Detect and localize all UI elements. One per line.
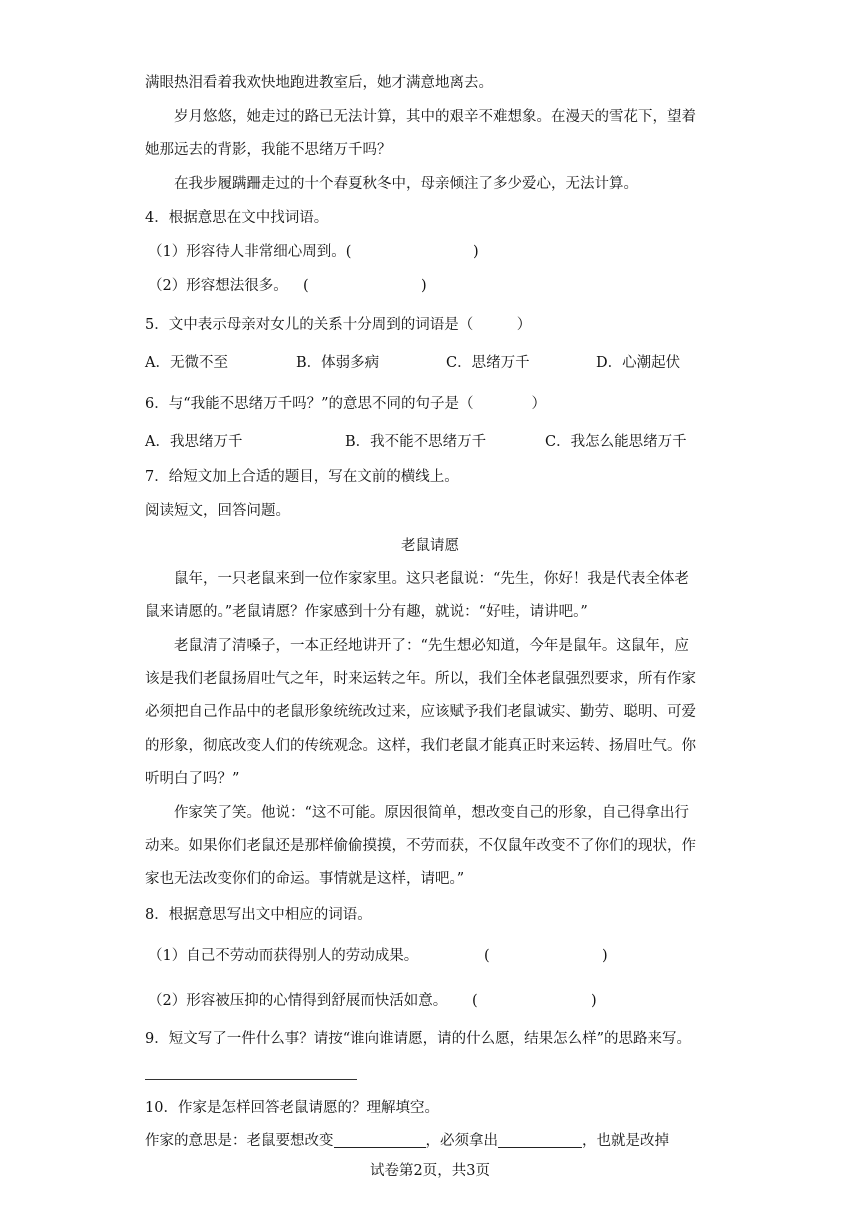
fill-text: 作家的意思是：老鼠要想改变 <box>145 1133 334 1149</box>
passage-line: 鼠来请愿的。”老鼠请愿？作家感到十分有趣，就说：“好哇，请讲吧。” <box>145 604 588 620</box>
answer-paren-close: ) <box>421 278 427 294</box>
question-6-stem: 6．与“我能不思绪万千吗？”的意思不同的句子是（ ） <box>145 396 547 412</box>
fill-blank-1[interactable] <box>334 1131 426 1148</box>
passage-line: 该是我们老鼠扬眉吐气之年，时来运转之年。所以，我们全体老鼠强烈要求，所有作家 <box>145 671 696 687</box>
item-text: （2）形容想法很多。 <box>148 278 288 294</box>
option-b[interactable]: B．我不能不思绪万千 <box>345 434 487 450</box>
passage-line: 在我步履蹒跚走过的十个春夏秋冬中，母亲倾注了多少爱心，无法计算。 <box>174 176 638 192</box>
fill-text: ，必须拿出 <box>425 1133 498 1149</box>
question-7-stem: 7．给短文加上合适的题目，写在文前的横线上。 <box>145 469 459 485</box>
passage-line: 老鼠清了清嗓子，一本正经地讲开了：“先生想必知道，今年是鼠年。这鼠年，应 <box>174 638 689 654</box>
question-4-item-1 <box>148 241 728 263</box>
passage-line: 听明白了吗？” <box>145 771 240 787</box>
option-c[interactable]: C．思绪万千 <box>446 355 530 371</box>
item-text: （1）形容待人非常细心周到。( <box>148 244 352 260</box>
passage-line: 满眼热泪看着我欢快地跑进教室后，她才满意地离去。 <box>145 75 493 91</box>
answer-paren-close: ) <box>473 244 479 260</box>
page-footer: 试卷第2页，共3页 <box>370 1163 490 1179</box>
answer-paren-open: ( <box>303 278 309 294</box>
answer-paren-open: ( <box>472 993 478 1009</box>
answer-paren-open: ( <box>484 948 490 964</box>
fill-text: ，也就是改掉 <box>582 1133 669 1149</box>
question-10-fill <box>145 1130 725 1152</box>
question-8-stem: 8．根据意思写出文中相应的词语。 <box>145 907 372 923</box>
answer-paren-close: ) <box>602 948 608 964</box>
answer-line[interactable] <box>145 1079 357 1080</box>
question-8-item-2: （2）形容被压抑的心情得到舒展而快活如意。 <box>148 993 448 1009</box>
option-a[interactable]: A．我思绪万千 <box>145 434 243 450</box>
reading-instruction: 阅读短文，回答问题。 <box>145 503 290 519</box>
passage-title: 老鼠请愿 <box>401 538 459 554</box>
option-b[interactable]: B．体弱多病 <box>296 355 380 371</box>
passage-line: 的形象，彻底改变人们的传统观念。这样，我们老鼠才能真正时来运转、扬眉吐气。你 <box>145 738 696 754</box>
question-8-item-1: （1）自己不劳动而获得别人的劳动成果。 <box>148 948 419 964</box>
passage-line: 她那远去的背影，我能不思绪万千吗？ <box>145 142 392 158</box>
option-d[interactable]: D．心潮起伏 <box>596 355 681 371</box>
question-9-stem: 9．短文写了一件什么事？请按“谁向谁请愿，请的什么愿，结果怎么样”的思路来写。 <box>145 1031 692 1047</box>
fill-blank-2[interactable] <box>498 1131 582 1148</box>
passage-line: 岁月悠悠，她走过的路已无法计算，其中的艰辛不难想象。在漫天的雪花下，望着 <box>174 109 696 125</box>
option-c[interactable]: C．我怎么能思绪万千 <box>545 434 687 450</box>
question-10-stem: 10．作家是怎样回答老鼠请愿的？理解填空。 <box>145 1100 439 1116</box>
passage-line: 作家笑了笑。他说：“这不可能。原因很简单，想改变自己的形象，自己得拿出行 <box>174 805 689 821</box>
question-5-stem: 5．文中表示母亲对女儿的关系十分周到的词语是（ ） <box>145 317 532 333</box>
passage-line: 必须把自己作品中的老鼠形象统统改过来，应该赋予我们老鼠诚实、勤劳、聪明、可爱 <box>145 704 696 720</box>
passage-line: 动来。如果你们老鼠还是那样偷偷摸摸，不劳而获，不仅鼠年改变不了你们的现状，作 <box>145 838 696 854</box>
passage-line: 家也无法改变你们的命运。事情就是这样，请吧。” <box>145 871 465 887</box>
passage-line: 鼠年，一只老鼠来到一位作家家里。这只老鼠说：“先生，你好！我是代表全体老 <box>174 571 689 587</box>
question-4-stem: 4．根据意思在文中找词语。 <box>145 210 329 226</box>
question-4-item-2 <box>148 275 728 297</box>
option-a[interactable]: A．无微不至 <box>145 355 228 371</box>
answer-paren-close: ) <box>591 993 597 1009</box>
